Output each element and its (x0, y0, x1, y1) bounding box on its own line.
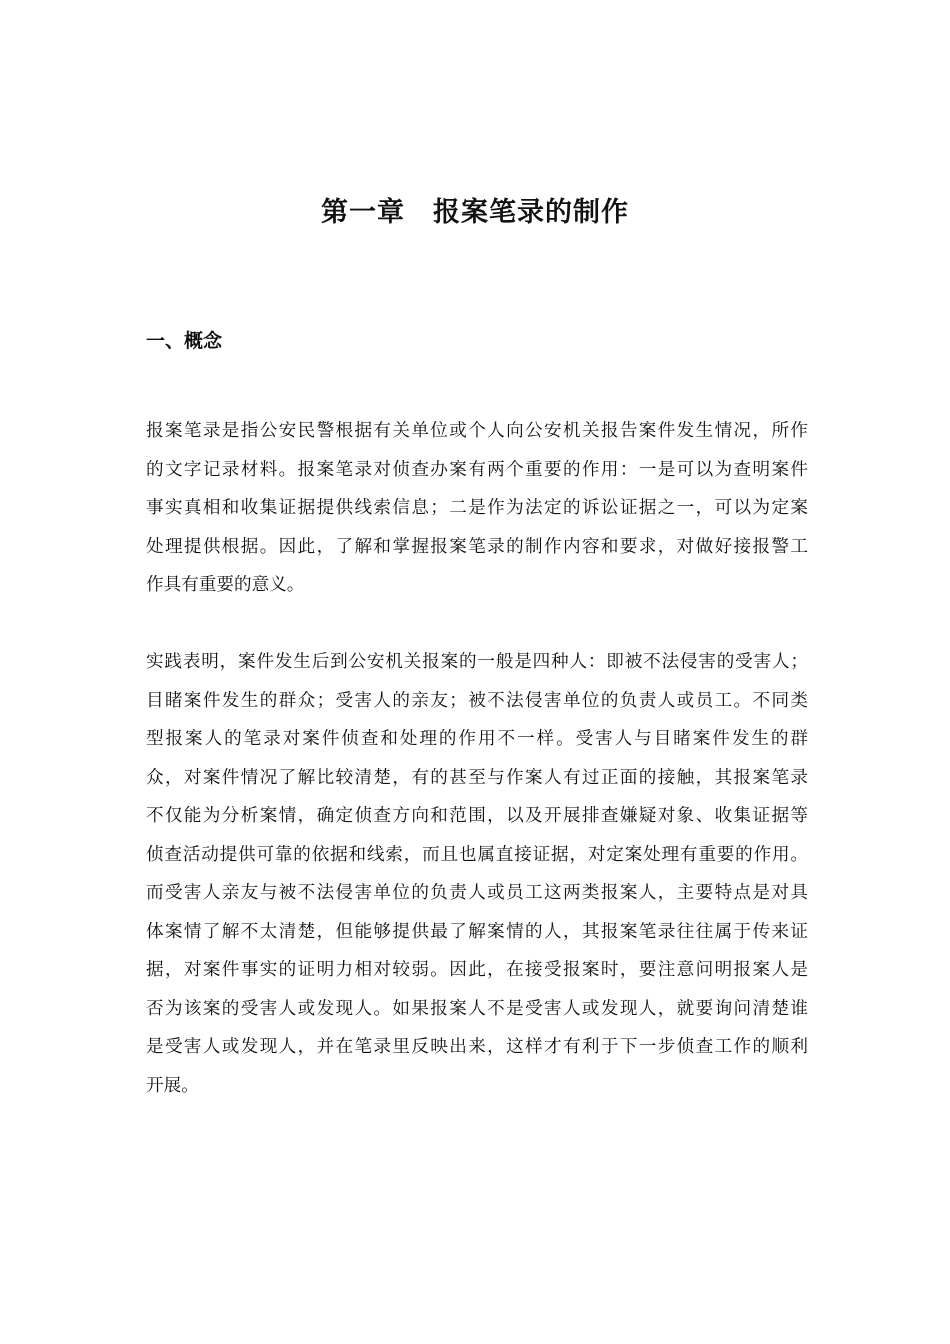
paragraph-line: 否为该案的受害人或发现人。如果报案人不是受害人或发现人，就要询问清楚谁 (146, 998, 808, 1019)
paragraph-line: 不仅能为分析案情，确定侦查方向和范围，以及开展排查嫌疑对象、收集证据等 (146, 806, 808, 826)
paragraph-practice (146, 643, 808, 1105)
paragraph-line: 处理提供根据。因此，了解和掌握报案笔录的制作内容和要求，对做好接报警工 (146, 536, 808, 557)
paragraph-line: 事实真相和收集证据提供线索信息；二是作为法定的诉讼证据之一，可以为定案 (146, 498, 808, 518)
paragraph-line: 侦查活动提供可靠的依据和线索，而且也属直接证据，对定案处理有重要的作用。 (146, 844, 808, 865)
paragraph-line: 体案情了解不太清楚，但能够提供最了解案情的人，其报案笔录往往属于传来证 (146, 921, 808, 942)
paragraph-line: 而受害人亲友与被不法侵害单位的负责人或员工这两类报案人，主要特点是对具 (146, 883, 808, 903)
paragraph-line: 是受害人或发现人，并在笔录里反映出来，这样才有利于下一步侦查工作的顺利 (146, 1037, 808, 1057)
paragraph-line: 作具有重要的意义。 (146, 575, 305, 595)
paragraph-line: 实践表明，案件发生后到公安机关报案的一般是四种人：即被不法侵害的受害人； (146, 652, 808, 672)
chapter-title: 第一章 报案笔录的制作 (321, 197, 629, 228)
section-heading: 一、概念 (146, 330, 223, 352)
paragraph-line: 报案笔录是指公安民警根据有关单位或个人向公安机关报告案件发生情况，所作 (146, 421, 808, 441)
paragraph-line: 众，对案件情况了解比较清楚，有的甚至与作案人有过正面的接触，其报案笔录 (146, 767, 808, 788)
paragraph-line: 据，对案件事实的证明力相对较弱。因此，在接受报案时，要注意问明报案人是 (146, 960, 808, 980)
paragraph-line: 型报案人的笔录对案件侦查和处理的作用不一样。受害人与目睹案件发生的群 (146, 729, 808, 749)
paragraph-line: 开展。 (146, 1075, 199, 1096)
paragraph-line: 目睹案件发生的群众；受害人的亲友；被不法侵害单位的负责人或员工。不同类 (146, 690, 808, 711)
paragraph-line: 的文字记录材料。报案笔录对侦查办案有两个重要的作用：一是可以为查明案件 (146, 459, 808, 480)
paragraph-definition (146, 412, 808, 605)
